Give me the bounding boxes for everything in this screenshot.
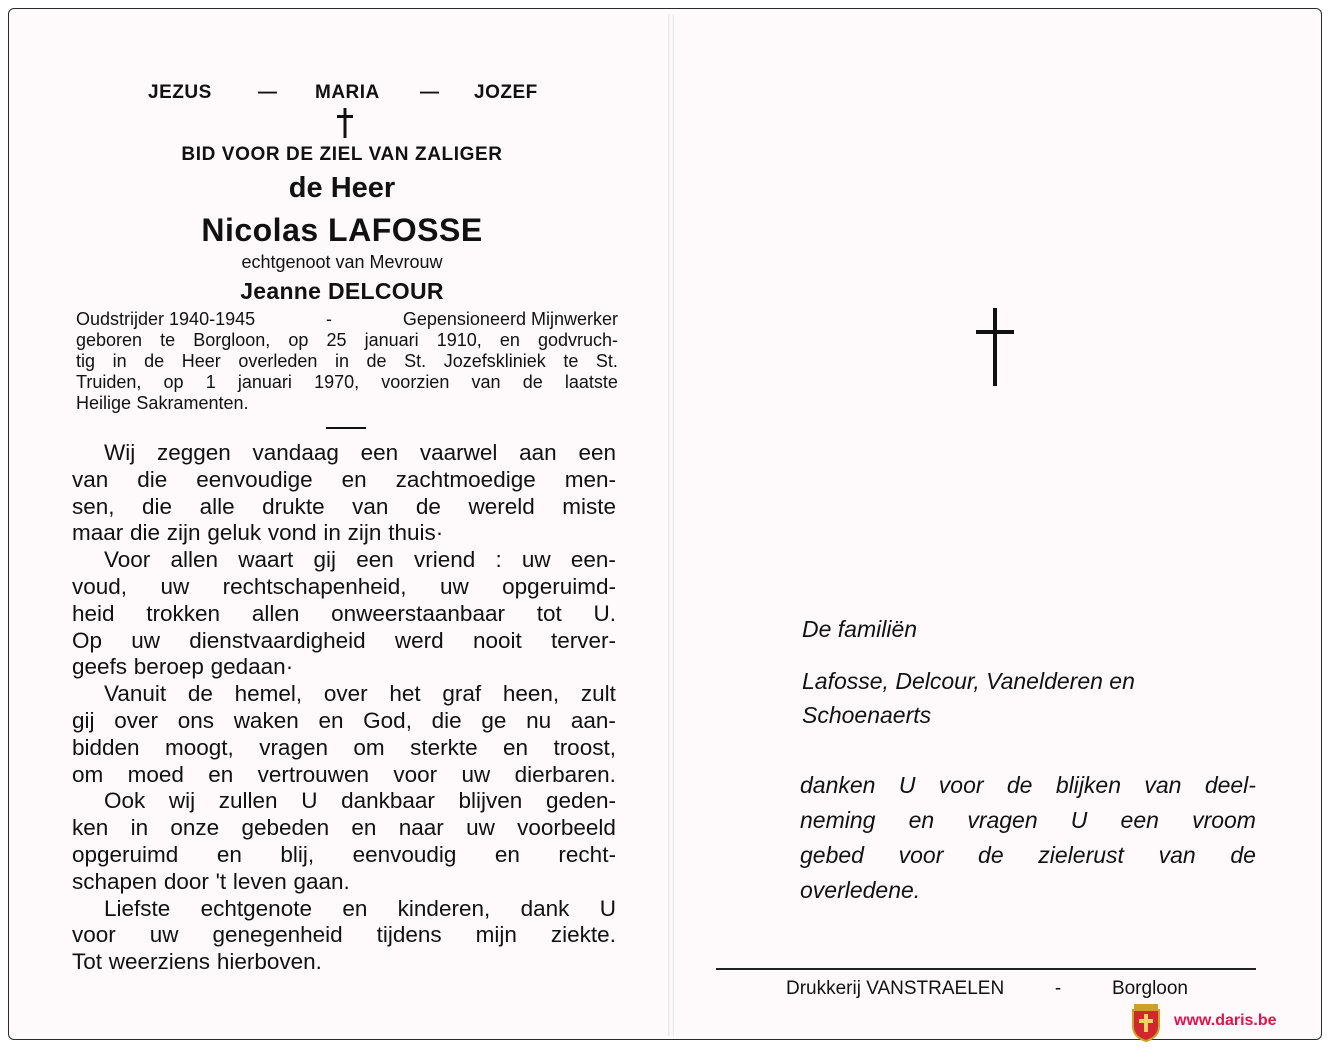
text-line: neming en vragen U een vroom — [800, 807, 1256, 833]
dash-1: — — [258, 82, 278, 103]
biography-line: geboren te Borgloon, op 25 januari 1910, en godvruch- — [76, 330, 618, 350]
text-line: voor uw genegenheid tijdens mijn ziekte. — [72, 922, 616, 948]
text-line: Tot weerziens hierboven. — [72, 949, 322, 975]
text-line: opgeruimd en blij, eenvoudig en recht- — [72, 841, 616, 867]
text-line: om moed en vertrouwen voor uw dierbaren. — [72, 761, 616, 787]
farewell-text — [72, 440, 616, 976]
honorific: de Heer — [288, 172, 396, 204]
printer-credit — [786, 978, 1188, 1000]
family-names-line: Lafosse, Delcour, Vanelderen en — [802, 668, 1135, 694]
maria-text: MARIA — [315, 82, 380, 103]
text-line: heid trokken allen onweerstaanbaar tot U. — [72, 600, 616, 626]
family-label: De familiën — [802, 616, 918, 642]
paragraph — [72, 896, 616, 976]
cross-icon — [976, 308, 1014, 386]
divider — [716, 968, 1256, 970]
prayer-line: BID VOOR DE ZIEL VAN ZALIGER — [181, 144, 503, 165]
spouse-name — [62, 278, 622, 305]
text-line: gebed voor de zielerust van de — [800, 842, 1256, 868]
card-fold — [668, 14, 674, 1036]
paragraph — [72, 547, 616, 681]
text-line: sen, die alle drukte van de wereld miste — [72, 493, 616, 519]
family-names — [802, 664, 1135, 732]
deceased-name — [62, 212, 622, 249]
jezus-text: JEZUS — [148, 82, 212, 103]
divider — [326, 427, 366, 429]
text-line: danken U voor de blijken van deel- — [800, 772, 1256, 798]
deceased-first-name: Nicolas — [201, 212, 319, 248]
text-line: bidden moogt, vragen om sterkte en troost, — [72, 734, 616, 760]
separator: - — [326, 309, 332, 329]
spouse-first-name: Jeanne — [240, 278, 322, 304]
printer-name: Drukkerij VANSTRAELEN — [786, 978, 1005, 999]
text-line: overledene. — [800, 877, 921, 903]
printer-city: Borgloon — [1111, 978, 1188, 999]
thanks-text — [800, 768, 1256, 908]
occupation-text: Gepensioneerd Mijnwerker — [402, 309, 618, 329]
veteran-text: Oudstrijder 1940-1945 — [76, 309, 256, 329]
text-line: Ook wij zullen U dankbaar blijven geden- — [104, 788, 616, 814]
paragraph — [72, 788, 616, 895]
biography-line: Heilige Sakramenten. — [76, 393, 249, 413]
spouse-intro: echtgenoot van Mevrouw — [241, 252, 443, 272]
text-line: gij over ons waken en God, die ge nu aan- — [72, 707, 616, 733]
biography-line: Truiden, op 1 januari 1970, voorzien van de laatste — [76, 372, 618, 392]
cross-icon — [336, 108, 354, 138]
paragraph — [72, 681, 616, 788]
text-line: ken in onze gebeden en naar uw voorbeeld — [72, 815, 616, 841]
text-line: maar die zijn geluk vond in zijn thuis· — [72, 520, 444, 546]
paragraph — [72, 440, 616, 547]
biography — [76, 309, 618, 414]
text-line: Wij zeggen vandaag een vaarwel aan een — [104, 440, 616, 465]
watermark-url[interactable]: www.daris.be — [1174, 1012, 1277, 1029]
text-line: voud, uw rechtschapenheid, uw opgeruimd- — [72, 573, 616, 599]
text-line: geefs beroep gedaan· — [72, 654, 294, 680]
spouse-last-name: DELCOUR — [327, 278, 444, 304]
text-line: schapen door 't leven gaan. — [72, 868, 350, 894]
text-line: Liefste echtgenote en kinderen, dank U — [104, 895, 616, 921]
family-names-line: Schoenaerts — [802, 702, 932, 728]
crest-logo — [1130, 1002, 1162, 1042]
text-line: Voor allen waart gij een vriend : uw een- — [104, 547, 616, 573]
text-line: Op uw dienstvaardigheid werd nooit terver- — [72, 627, 616, 653]
jozef-text: JOZEF — [474, 82, 538, 103]
text-line: Vanuit de hemel, over het graf heen, zult — [104, 681, 616, 707]
biography-line: tig in de Heer overleden in de St. Jozefskliniek te St. — [76, 351, 618, 371]
separator: - — [1054, 978, 1062, 999]
deceased-last-name: LAFOSSE — [328, 212, 483, 248]
dash-2: — — [420, 82, 440, 103]
text-line: van die eenvoudige en zachtmoedige men- — [72, 466, 616, 492]
watermark — [1130, 1002, 1320, 1042]
biography-line — [76, 309, 618, 330]
